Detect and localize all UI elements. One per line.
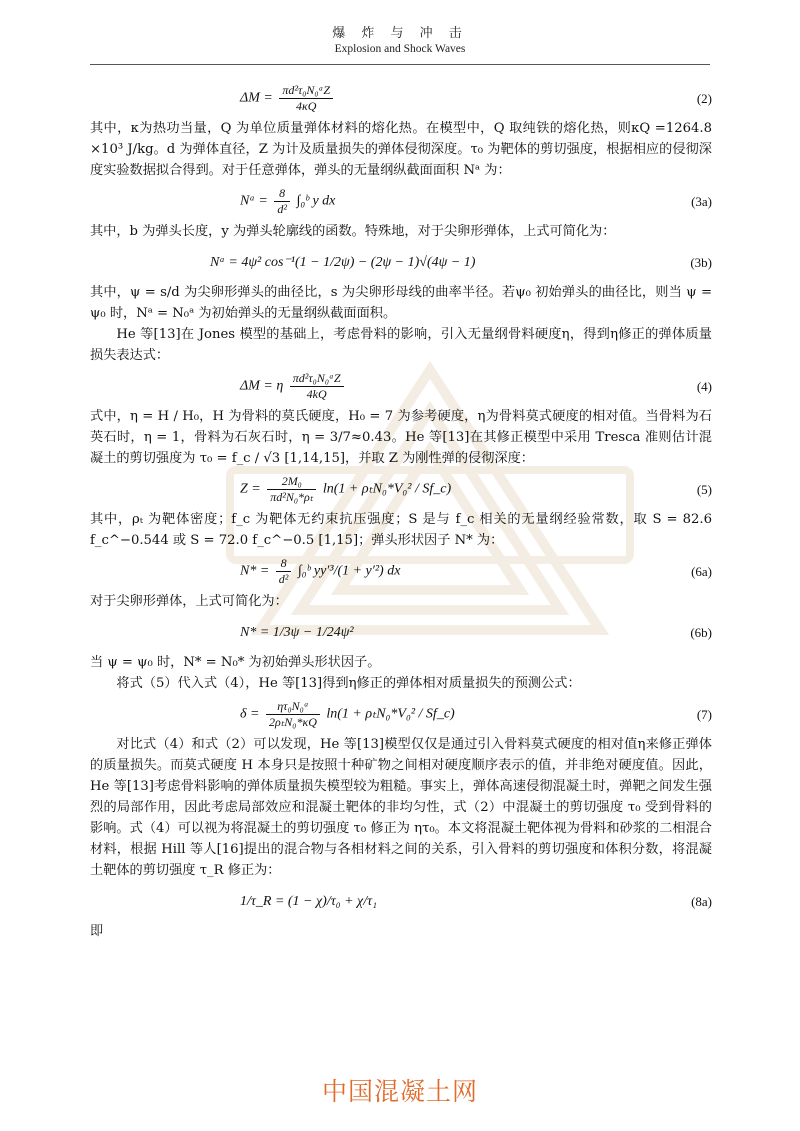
journal-title-cn: 爆 炸 与 冲 击: [332, 26, 468, 41]
journal-title-en: Explosion and Shock Waves: [334, 43, 466, 55]
equation-3a: Nᵃ = $\frac{8}{\text{d²}}$ ∫₀ᵇ y dx (3a): [240, 185, 712, 216]
equation-8a: 1/τ_R = (1 − χ)/τ₀ + χ/τ₁ (8a): [90, 881, 712, 921]
equation-5: Z = $\frac{\text{2M₀}}{\text{πd²N₀*ρₜ}}$ ln(1 + ρₜN₀*V₀² / Sf_c) (5): [240, 473, 712, 504]
equation-2: ΔM = $\frac{\text{πd²τ₀N₀ᵃZ}}{4\kappa Q}$ (2): [240, 82, 712, 113]
equation-label: (8a): [691, 893, 712, 909]
equation-label: (3b): [690, 254, 712, 270]
equation-3b: Nᵃ = 4ψ² cos⁻¹(1 − 1/2ψ) − (2ψ − 1)√(4ψ − 1) (3b): [90, 242, 712, 282]
equation-label: (4): [696, 378, 712, 394]
paragraph: 其中，κ为热功当量，Q 为单位质量弹体材料的熔化热。在模型中，Q 取纯铁的熔化热，则κQ =1264.8 ×10³ J/kg。d 为弹体直径，Z 为计及质量损失的弹体侵彻深度。τ₀ 为靶体的剪切强度，根据相应的侵彻深度实验数据拟合得到。对于任意弹体，弹头的无量纲纵截面面积 Nᵃ 为：: [90, 121, 712, 178]
equation-7: δ = $\frac{\text{ητ₀N₀ᵃ}}{\text{2ρₜN₀*κQ}}$ ln(1 + ρₜN₀*V₀² / Sf_c) (7): [240, 698, 712, 729]
header-rule: [90, 64, 710, 65]
running-header: [0, 22, 800, 55]
paragraph: 即: [90, 924, 104, 939]
equation-label: (2): [696, 90, 712, 106]
paragraph: He 等[13]在 Jones 模型的基础上，考虑骨料的影响，引入无量纲骨料硬度η，得到η修正的弹体质量损失表达式：: [90, 327, 712, 363]
equation-6b: N* = 1/3ψ − 1/24ψ² (6b): [90, 612, 712, 652]
paragraph: 其中，ρₜ 为靶体密度；f_c 为靶体无约束抗压强度；S 是与 f_c 相关的无量纲经验常数，取 S = 82.6 f_c^−0.544 或 S = 72.0 f_c^−0.5 [1,15]；弹头形状因子 N* 为：: [90, 512, 712, 548]
paragraph: 式中，η = H / H₀，H 为骨料的莫氏硬度，H₀ = 7 为参考硬度，η为骨料莫式硬度的相对值。当骨料为石英石时，η = 1，骨料为石灰石时，η = 3/7≈0.43。He 等[13]在其修正模型中采用 Tresca 准则估计混凝土的剪切强度为 τ₀ = f_c / √3 [1,14,15]，并取 Z 为刚性弹的侵彻深度：: [90, 409, 712, 466]
page-body: [90, 78, 712, 942]
footer-watermark-text: 中国混凝土网: [321, 1077, 478, 1106]
equation-label: (3a): [691, 193, 712, 209]
paragraph: 将式（5）代入式（4），He 等[13]得到η修正的弹体相对质量损失的预测公式：: [116, 676, 581, 691]
paragraph: 其中，b 为弹头长度，y 为弹头轮廓线的函数。特殊地，对于尖卵形弹体，上式可简化为：: [90, 224, 616, 239]
paragraph: 当 ψ = ψ₀ 时，N* = N₀* 为初始弹头形状因子。: [90, 655, 381, 670]
equation-label: (6b): [690, 624, 712, 640]
paragraph: 其中，ψ = s/d 为尖卵形弹头的曲径比，s 为尖卵形母线的曲率半径。若ψ₀ 初始弹头的曲径比，则当 ψ = ψ₀ 时，Nᵃ = N₀ᵃ 为初始弹头的无量纲纵截面面积。: [90, 285, 712, 321]
paragraph: 对于尖卵形弹体，上式可简化为：: [90, 594, 288, 609]
paragraph: 对比式（4）和式（2）可以发现，He 等[13]模型仅仅是通过引入骨料莫式硬度的相对值η来修正弹体的质量损失。而莫式硬度 H 本身只是按照十种矿物之间相对硬度顺序表示的值，并非绝对硬度值。因此，He 等[13]考虑骨料影响的弹体质量损失模型较为粗糙。事实上，弹体高速侵彻混凝土时，弹靶之间发生强烈的局部作用，因此考虑局部效应和混凝土靶体的非均匀性，式（2）中混凝土的剪切强度 τ₀ 受到骨料的影响。式（4）可以视为将混凝土的剪切强度 τ₀ 修正为 ητ₀。本文将混凝土靶体视为骨料和砂浆的二相混合材料，根据 Hill 等人[16]提出的混合物与各相材料之间的关系，引入骨料的剪切强度和体积分数，将混凝土靶体的剪切强度 τ_R 修正为：: [90, 737, 712, 878]
equation-4: ΔM = η $\frac{\text{πd²τ₀N₀ᵃZ}}{4kQ}$ (4): [240, 370, 712, 401]
equation-label: (6a): [691, 563, 712, 579]
equation-label: (7): [696, 706, 712, 722]
equation-6a: N* = $\frac{8}{\text{d²}}$ ∫₀ᵇ yy′³/(1 + y′²) dx (6a): [240, 555, 712, 586]
equation-label: (5): [696, 481, 712, 497]
